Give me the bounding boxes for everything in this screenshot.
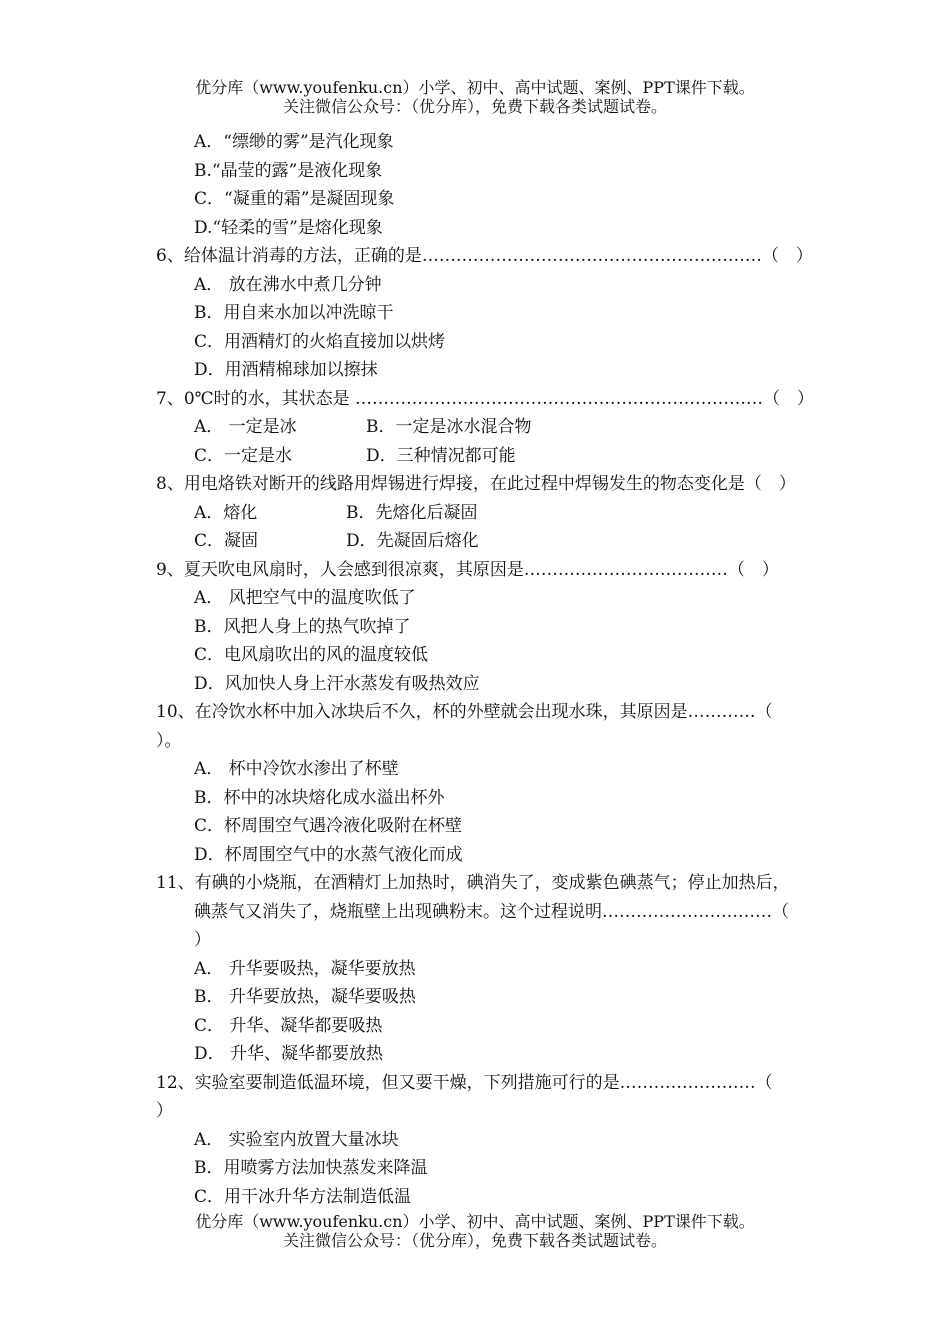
q9-stem: 9、夏天吹电风扇时，人会感到很凉爽，其原因是………………………………（ ） xyxy=(156,559,779,580)
page-footer xyxy=(0,1212,950,1250)
q8-option-c: C．凝固 xyxy=(194,531,259,551)
q7-options-row-1 xyxy=(156,413,876,442)
q11-option-d: D． 升华、凝华都要放热 xyxy=(194,1044,384,1064)
q11-stem-line-1: 11、有碘的小烧瓶，在酒精灯上加热时，碘消失了，变成紫色碘蒸气；停止加热后， xyxy=(156,873,790,893)
q7-option-c: C．一定是水 xyxy=(194,445,293,466)
q5-option-a: A．“缥缈的雾”是汽化现象 xyxy=(194,132,394,152)
q8-option-b: B．先熔化后凝固 xyxy=(346,502,478,523)
q12-stem-line-2: ） xyxy=(156,1101,173,1121)
q5-option-b: B.“晶莹的露”是液化现象 xyxy=(194,160,383,181)
q7-option-b: B．一定是冰水混合物 xyxy=(366,417,532,437)
q11-option-c: C． 升华、凝华都要吸热 xyxy=(194,1015,383,1036)
q11-option-a: A． 升华要吸热，凝华要放热 xyxy=(194,958,416,979)
q6-stem: 6、给体温计消毒的方法，正确的是……………………………………………………（ ） xyxy=(156,246,813,266)
q8-stem: 8、用电烙铁对断开的线路用焊锡进行焊接，在此过程中焊锡发生的物态变化是（ ） xyxy=(156,474,796,494)
q9-option-a: A． 风把空气中的温度吹低了 xyxy=(194,588,416,608)
q7-option-d: D．三种情况都可能 xyxy=(366,445,516,466)
q10-stem-line-2: ）。 xyxy=(156,730,182,751)
q10-option-b: B．杯中的冰块熔化成水溢出杯外 xyxy=(194,787,445,808)
header-line-2: 关注微信公众号：（优分库），免费下载各类试题试卷。 xyxy=(282,97,667,116)
q10-option-a: A． 杯中冷饮水渗出了杯壁 xyxy=(194,759,399,779)
q8-option-a: A．熔化 xyxy=(194,502,258,523)
q5-option-c: C．“凝重的霜”是凝固现象 xyxy=(194,189,395,209)
q12-option-a: A． 实验室内放置大量冰块 xyxy=(194,1129,399,1150)
question-content xyxy=(156,128,876,1211)
q6-option-a: A． 放在沸水中煮几分钟 xyxy=(194,274,382,295)
q11-stem-line-3: ） xyxy=(194,930,211,950)
q10-option-d: D．杯周围空气中的水蒸气液化而成 xyxy=(194,844,463,865)
page-header xyxy=(0,78,950,116)
q9-option-c: C．电风扇吹出的风的温度较低 xyxy=(194,645,429,665)
footer-line-2: 关注微信公众号：（优分库），免费下载各类试题试卷。 xyxy=(282,1231,667,1250)
q8-options-row-1 xyxy=(156,499,876,528)
q9-option-d: D．风加快人身上汗水蒸发有吸热效应 xyxy=(194,673,480,694)
q8-option-d: D．先凝固后熔化 xyxy=(346,531,479,551)
q11-option-b: B． 升华要放热，凝华要吸热 xyxy=(194,987,416,1007)
q12-option-c: C．用干冰升华方法制造低温 xyxy=(194,1186,412,1207)
q12-option-b: B．用喷雾方法加快蒸发来降温 xyxy=(194,1158,428,1178)
header-line-1: 优分库（www.youfenku.cn）小学、初中、高中试题、案例、PPT课件下载。 xyxy=(195,78,755,97)
footer-line-1: 优分库（www.youfenku.cn）小学、初中、高中试题、案例、PPT课件下载。 xyxy=(195,1212,755,1231)
q5-option-d: D.“轻柔的雪”是熔化现象 xyxy=(194,217,383,238)
q6-option-d: D．用酒精棉球加以擦抹 xyxy=(194,360,378,380)
q9-option-b: B．风把人身上的热气吹掉了 xyxy=(194,616,411,637)
q7-stem: 7、0℃时的水，其状态是 ………………………………………………………………（ ） xyxy=(156,388,815,409)
q7-option-a: A． 一定是冰 xyxy=(194,417,297,437)
q6-option-c: C．用酒精灯的火焰直接加以烘烤 xyxy=(194,331,446,352)
q10-option-c: C．杯周围空气遇冷液化吸附在杯壁 xyxy=(194,816,463,836)
q11-stem-line-2: 碘蒸气又消失了，烧瓶壁上出现碘粉末。这个过程说明…………………………（ xyxy=(194,901,789,922)
q12-stem-line-1: 12、实验室要制造低温环境，但又要干燥，下列措施可行的是……………………（ xyxy=(156,1072,773,1093)
q6-option-b: B．用自来水加以冲洗晾干 xyxy=(194,303,394,323)
q8-options-row-2 xyxy=(156,527,876,556)
q7-options-row-2 xyxy=(156,442,876,471)
q10-stem-line-1: 10、在冷饮水杯中加入冰块后不久，杯的外壁就会出现水珠，其原因是…………（ xyxy=(156,702,773,722)
